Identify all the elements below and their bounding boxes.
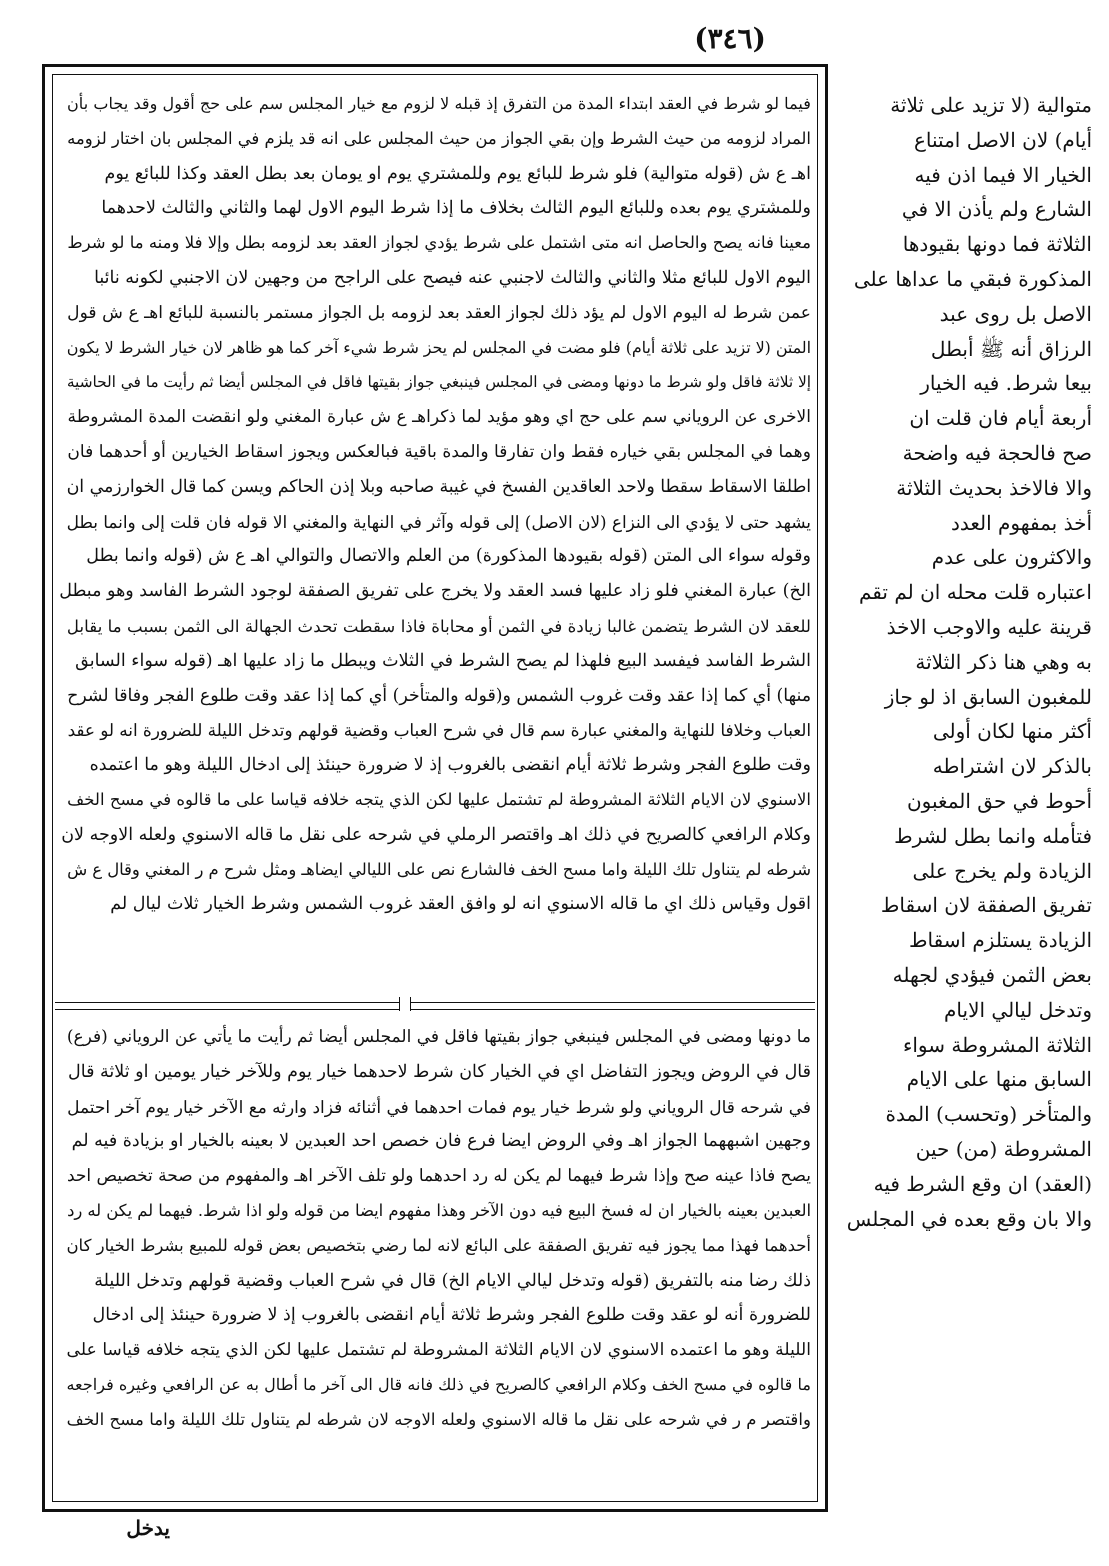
lower-text-line: يصح فاذا عينه صح وإذا شرط فيهما لم يكن له رد احدهما ولو تلف الآخر اهـ والمفهوم من صحة تخصيص احد [66, 1166, 811, 1187]
lower-text-line: ذلك رضا منه بالتفريق (قوله وتدخل ليالي الايام الخ) قال في شرح العباب وقضية قولهم وتدخل الليلة [94, 1270, 811, 1291]
upper-text-line: يشهد حتى لا يؤدي الى النزاع (لان الاصل) إلى قوله وآثر في النهاية والمغني الا قوله فان قلت إلى وانما بطل [66, 511, 811, 532]
upper-text-line: اطلقا الاسقاط سقطا ولاحد العاقدين الفسخ في غيبة صاحبه وبلا إذن الحاكم ويسن كما قال الخوارزمي ان [66, 476, 811, 497]
lower-text-line: ما دونها ومضى في المجلس فينبغي جواز بقيتها فاقل في المجلس أيضا ثم رأيت ما يأتي عن الروياني (فرع) [66, 1027, 811, 1047]
lower-text-line: وجهين اشبههما الجواز اهـ وفي الروض ايضا فرع فان خصص احد العبدين لا بعينه بالخيار او بزيادة فيه لم [71, 1131, 811, 1152]
upper-text-line: وقت طلوع الفجر وشرط ثلاثة أيام انقضى بالغروب إذ لا ضرورة حينئذ إلى ادخال الليلة وهو ما اعتمده [89, 755, 811, 776]
lower-text-line: الليلة وهو ما اعتمده الاسنوي لان الايام الثلاثة المشروطة لم تشتمل عليها لكن الذي يتجه خلافه قياسا على [66, 1340, 811, 1361]
upper-text-line: اقول وقياس ذلك اي ما قاله الاسنوي انه لو وافق العقد غروب الشمس وشرط الخيار ثلاث ليال لم [110, 894, 811, 915]
margin-text-line: أخذ بمفهوم العدد [950, 510, 1092, 535]
margin-text-line: بعض الثمن فيؤدي لجهله [892, 962, 1092, 987]
upper-text-line: وكلام الرافعي كالصريح في ذلك اهـ واقتصر الرملي في شرحه على نقل ما قاله الاسنوي ولعله الاوجه لان [61, 824, 811, 845]
margin-text-line: والاكثرون على عدم [931, 545, 1092, 570]
commentary-frame [42, 64, 828, 1512]
margin-text-line: أحوط في حق المغبون [906, 788, 1092, 813]
margin-text-line: للمغبون السابق اذ لو جاز [884, 684, 1092, 709]
margin-text-line: فتأمله وانما بطل لشرط [894, 823, 1092, 848]
upper-text-line: الشرط الفاسد فيفسد البيع فلهذا لم يصح الشرط في الثلاث ويبطل ما زاد عليها اهـ (قوله سواء السابق [75, 650, 811, 671]
margin-text-line: أيام) لان الاصل امتناع [913, 127, 1092, 152]
lower-text-line: للضرورة أنه لو عقد وقت طلوع الفجر وشرط ثلاثة أيام انقضى بالغروب إذ لا ضرورة حينئذ إلى ادخال [92, 1305, 811, 1326]
margin-text-line: وتدخل ليالي الايام [944, 997, 1092, 1022]
upper-text-line: وهما في المجلس بقي خياره فقط وان تفارقا والمدة باقية فبالعكس ويجوز اسقاط الخيارين أو أحدهما فان [67, 441, 811, 462]
catchword: يدخل [126, 1516, 170, 1540]
upper-text-line: إلا ثلاثة فاقل ولو شرط ما دونها ومضى في المجلس فينبغي جواز بقيتها فاقل في المجلس أيضا ثم رأيت ما في الحاشية [66, 373, 811, 392]
lower-text-line: واقتصر م ر في شرحه على نقل ما قاله الاسنوي ولعله الاوجه لان شرطه لم يتناول تلك الليلة واما مسح الخف [66, 1409, 811, 1429]
upper-text-line: الاسنوي لان الايام الثلاثة المشروطة لم تشتمل عليها لكن الذي يتجه خلافه قياسا على ما قالوه في مسح الخف [67, 789, 811, 809]
margin-text-line: اعتباره قلت محله ان لم تقم [858, 580, 1092, 605]
margin-text-line: الرزاق أنه ﷺ أبطل [930, 336, 1092, 361]
margin-text-line: أربعة أيام فان قلت ان [909, 406, 1092, 431]
margin-text-line: المشروطة (من) حين [915, 1136, 1092, 1161]
margin-text-line: والا فالاخذ بحديث الثلاثة [896, 475, 1092, 500]
margin-text-line: بيعا شرط. فيه الخيار [920, 371, 1092, 396]
upper-text-line: وقوله سواء الى المتن (قوله بقيودها المذكورة) من العلم والاتصال والتوالي اهـ ع ش (قوله وانما بطل [86, 546, 811, 567]
margin-text-line: الثلاثة المشروطة سواء [902, 1032, 1092, 1057]
page-number: (٣٤٦) [694, 22, 766, 55]
margin-main-text [840, 88, 1092, 1468]
margin-text-line: الشارع ولم يأذن الا في [901, 197, 1092, 222]
margin-text-line: تفريق الصفقة لان اسقاط [880, 893, 1092, 918]
upper-text-line: المتن (لا تزيد على ثلاثة أيام) فلو مضت في المجلس لم يحز شرط شيء آخر كما هو ظاهر لان خيار الشرط لا يكون [66, 337, 811, 357]
upper-text-line: عمن شرط له اليوم الاول لم يؤد ذلك لجواز العقد بعد لزومه بل الجواز مستمر بالنسبة للبائع اهـ ع ش قول [67, 302, 811, 323]
upper-text-line: معينا فانه يصح والحاصل انه متى اشتمل على شرط يؤدي لجواز العقد بعد لزومه بطل وإلا فلا ومنه ما لو شرط [67, 233, 811, 253]
lower-text-line: ما قالوه في مسح الخف وكلام الرافعي كالصريح في ذلك فانه قال الى آخر ما أطال به عن الرافعي وغيره فراجعه [66, 1374, 811, 1394]
margin-text-line: (العقد) ان وقع الشرط فيه [873, 1171, 1092, 1196]
margin-text-line: صح فالحجة فيه واضحة [902, 440, 1092, 465]
lower-text-line: في شرحه قال الروياني ولو شرط خيار يوم فمات احدهما في أثنائه فزاد وارثه مع الآخر خيار يوم آخر احتمل [67, 1096, 811, 1117]
upper-commentary [59, 87, 811, 992]
margin-text-line: قرينة عليه والاوجب الاخذ [886, 614, 1092, 639]
upper-text-line: الخ) عبارة المغني فلو زاد عليها فسد العقد ولا يخرج على تفريق الصفقة لوجود الشرط الفاسد وهو مبطل [59, 581, 811, 602]
lower-commentary [59, 1020, 811, 1470]
lower-text-line: أحدهما فهذا مما يجوز فيه تفريق الصفقة على البائع لانه لما رضي بتخصيص بعض قوله للمبيع بشرط الخيار كان [66, 1235, 811, 1255]
upper-text-line: اليوم الاول للبائع مثلا والثاني والثالث لاجنبي عنه فيصح على الراجح من وجهين لان الاجنبي لكونه نائبا [94, 267, 811, 288]
upper-text-line: اهـ ع ش (قوله متوالية) فلو شرط للبائع يوم وللمشتري يوم او يومان بعد بطل العقد وكذا للبائع يوم [104, 163, 811, 184]
margin-text-line: والمتأخر (وتحسب) المدة [885, 1102, 1092, 1127]
margin-text-line: الخيار الا فيما اذن فيه [914, 162, 1092, 187]
margin-text-line: بالذكر لان اشتراطه [932, 754, 1092, 779]
margin-text-line: السابق منها على الايام [906, 1067, 1092, 1092]
margin-text-line: متوالية (لا تزيد على ثلاثة [890, 93, 1092, 117]
divider-mark [399, 997, 411, 1011]
lower-text-line: قال في الروض ويجوز التفاضل اي في الخيار كان شرط لاحدهما خيار يوم وللآخر خيار يومين او ثلاثة قال [68, 1061, 811, 1082]
upper-text-line: منها) أي كما إذا عقد وقت غروب الشمس و(قوله والمتأخر) أي كما إذا عقد وقت طلوع الفجر وفاقا لشرح [67, 685, 811, 706]
margin-text-line: الزيادة يستلزم اسقاط [909, 928, 1092, 953]
margin-text-line: الثلاثة فما دونها بقيودها [902, 232, 1092, 257]
margin-text-line: به وهي هنا ذكر الثلاثة [915, 649, 1092, 674]
upper-text-line: الاخرى عن الروياني سم على حج اي وهو مؤيد لما ذكراهـ ع ش عبارة المغني ولو انقضت المدة المشروطة [67, 407, 811, 428]
upper-text-line: المراد لزومه من حيث الشرط وإن بقي الجواز من حيث المجلس على انه قد يلزم في المجلس بان اختار لزومه [67, 128, 811, 148]
margin-text-line: الاصل بل روى عبد [939, 301, 1092, 326]
upper-text-line: العباب وخلافا للنهاية والمغني عبارة سم قال في شرح العباب وقضية قولهم وتدخل الليلة للضرورة انه لو عقد [67, 720, 811, 741]
upper-text-line: فيما لو شرط في العقد ابتداء المدة من التفرق إذ قبله لا لزوم مع خيار المجلس سم على حج أقول وقد يجاب بأن [66, 94, 811, 113]
margin-text-line: المذكورة فبقي ما عداها على [853, 266, 1092, 291]
margin-text-line: والا بان وقع بعده في المجلس [846, 1206, 1092, 1231]
upper-text-line: شرطه لم يتناول تلك الليلة واما مسح الخف فالشارع نص على الليالي ايضاهـ ومثل شرح م ر المغني وقال ع ش [67, 859, 811, 879]
upper-text-line: وللمشتري يوم بعده وللبائع اليوم الثالث بخلاف ما إذا شرط اليوم الاول لهما والثاني والثالث لاحدهما [101, 198, 811, 219]
upper-text-line: للعقد لان الشرط يتضمن غالبا زيادة في الثمن أو محاباة فاذا سقطت تحدث الجهالة الى الثمن بسبب ما يقابل [66, 615, 811, 636]
lower-text-line: العبدين بعينه بالخيار ان له فسخ البيع فيه دون الآخر وهذا مفهوم ايضا من قوله ولو اذا شرط. فيهما لم يكن له رد [67, 1200, 811, 1220]
section-divider [55, 1002, 815, 1010]
margin-text-line: الزيادة ولم يخرج على [912, 858, 1092, 883]
margin-text-line: أكثر منها لكان أولى [932, 719, 1092, 744]
